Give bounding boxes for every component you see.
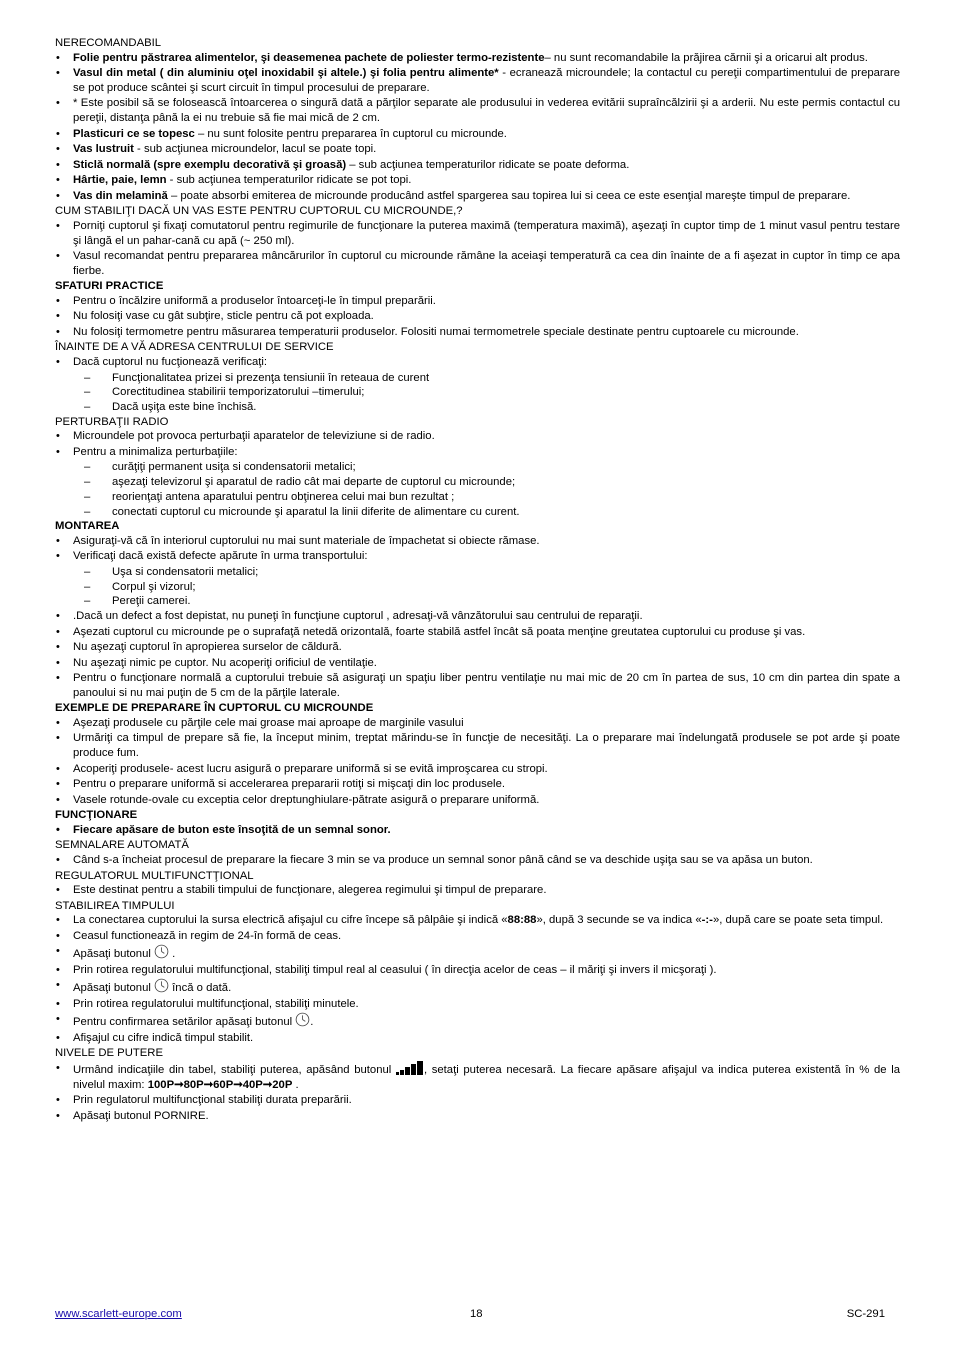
list-item: • Este destinat pentru a stabili timpului de funcţionare, alegerea regimului şi timpul de preparare. bbox=[55, 883, 900, 898]
section-title-service: ÎNAINTE DE A VĂ ADRESA CENTRULUI DE SERVICE bbox=[55, 341, 334, 354]
section-title-vas-test: CUM STABILIŢI DACĂ UN VAS ESTE PENTRU CUPTORUL CU MICROUNDE,? bbox=[55, 205, 463, 218]
section-title-functionare: FUNCŢIONARE bbox=[55, 809, 138, 822]
list-item: • Prin rotirea regulatorului multifuncţional, stabiliţi timpul real al ceasului ( în direcţia acelor de ceas – il măriţi şi invers il micşoraţi ). bbox=[55, 963, 900, 978]
list-sfaturi bbox=[55, 294, 900, 340]
document-page bbox=[55, 36, 900, 1124]
sub-item: – Pereţii camerei. bbox=[84, 594, 900, 609]
list-item: • Vas din melamină – poate absorbi emiterea de microunde producând astfel spargerea sau topirea lui si ceea ce este esenţial mareşte timpul de preparare. bbox=[55, 189, 900, 204]
list-item: • Hârtie, paie, lemn - sub acţiunea temperaturilor ridicate se pot topi. bbox=[55, 173, 900, 188]
list-item: • Pentru confirmarea setărilor apăsaţi butonul . bbox=[55, 1012, 900, 1030]
list-item: • Vas lustruit - sub acţiunea microundelor, lacul se poate topi. bbox=[55, 142, 900, 157]
list-item: • Aşezaţi produsele cu părţile cele mai groase mai aproape de marginile vasului bbox=[55, 716, 900, 731]
model-number: SC-291 bbox=[846, 1308, 885, 1320]
page-footer bbox=[55, 1308, 885, 1324]
list-item: • Nu folosiţi termometre pentru măsurarea temperaturii produselor. Folositi numai termometrele speciale destinate pentru cuptoarele cu microunde. bbox=[55, 325, 900, 340]
section-title-semnalare: SEMNALARE AUTOMATĂ bbox=[55, 839, 189, 852]
page-number: 18 bbox=[470, 1308, 483, 1320]
list-vas-test bbox=[55, 219, 900, 279]
list-item: • Sticlă normală (spre exemplu decorativă şi groasă) – sub acţiunea temperaturilor ridicate se poate deforma. bbox=[55, 158, 900, 173]
list-item: • Plasticuri ce se topesc – nu sunt folosite pentru prepararea în cuptorul cu microunde. bbox=[55, 127, 900, 142]
website-link[interactable]: www.scarlett-europe.com bbox=[55, 1308, 182, 1320]
list-item: • Ceasul functionează in regim de 24-în formă de ceas. bbox=[55, 929, 900, 944]
list-service bbox=[55, 355, 900, 370]
list-item: • Dacă cuptorul nu fucţionează verificaţi: bbox=[55, 355, 900, 370]
sub-item: – Corectitudinea stabilirii temporizatorului –timerului; bbox=[84, 385, 900, 400]
section-title-exemple: EXEMPLE DE PREPARARE ÎN CUPTORUL CU MICROUNDE bbox=[55, 702, 374, 715]
list-montarea-b bbox=[55, 609, 900, 700]
list-item: • Folie pentru păstrarea alimentelor, şi deasemenea pachete de poliester termo-rezistente– nu sunt recomandabile la prăjirea cărnii şi a oricarui alt produs. bbox=[55, 51, 900, 66]
sub-item: – reorienţaţi antena aparatului pentru obţinerea celui mai bun rezultat ; bbox=[84, 490, 900, 505]
sub-item: – Dacă uşiţa este bine închisă. bbox=[84, 400, 900, 415]
list-item: • Urmăriţi ca timpul de prepare să fie, la început minim, treptat mărindu-se în funcţie de necesităţi. La o preparare mai îndelungată produsele se pot arde şi poate produce fum. bbox=[55, 731, 900, 760]
clock-icon bbox=[295, 1012, 310, 1027]
list-montarea-a bbox=[55, 534, 900, 564]
list-item: • Fiecare apăsare de buton este însoţită de un semnal sonor. bbox=[55, 823, 900, 838]
sublist-service bbox=[55, 371, 900, 415]
sub-item: – aşezaţi televizorul şi aparatul de radio cât mai departe de cuptorul cu microunde; bbox=[84, 475, 900, 490]
list-item: • Prin rotirea regulatorului multifuncţional, stabiliţi minutele. bbox=[55, 997, 900, 1012]
section-title-putere: NIVELE DE PUTERE bbox=[55, 1047, 163, 1060]
list-item: • Apăsaţi butonul . bbox=[55, 944, 900, 962]
list-item: • Pentru o preparare uniformă si accelerarea prepararii rotiţi si mişcaţi din loc produsele. bbox=[55, 777, 900, 792]
list-item: • Nu aşezaţi nimic pe cuptor. Nu acoperiţi orificiul de ventilaţie. bbox=[55, 656, 900, 671]
list-item: • Când s-a încheiat procesul de preparare la fiecare 3 min se va produce un semnal sonor până când se va deschide uşiţa sau se va apăsa un buton. bbox=[55, 853, 900, 868]
sub-item: – conectati cuptorul cu microunde şi aparatul la linii diferite de alimentare cu curent. bbox=[84, 505, 900, 520]
list-item: • .Dacă un defect a fost depistat, nu puneţi în funcţiune cuptorul , adresaţi-vă vânzătorului sau centrului de reparaţii. bbox=[55, 609, 900, 624]
section-title-perturbatii: PERTURBAŢII RADIO bbox=[55, 415, 169, 428]
list-item: • Pentru a minimaliza perturbaţiile: bbox=[55, 445, 900, 460]
sub-item: – Corpul şi vizorul; bbox=[84, 580, 900, 595]
list-item: • Nu aşezaţi cuptorul în apropierea surselor de căldură. bbox=[55, 640, 900, 655]
section-title-sfaturi: SFATURI PRACTICE bbox=[55, 280, 164, 293]
section-title-nerecomandabil: NERECOMANDABIL bbox=[55, 37, 162, 49]
list-nerecomandabil bbox=[55, 51, 900, 204]
list-item: • Vasul recomandat pentru prepararea mâncărurilor în cuptorul cu microunde rămâne la aceiaşi temperatură ca cea din înainte de a fi aşezat in cuptor în timp ce apa fierbe. bbox=[55, 249, 900, 278]
list-exemple bbox=[55, 716, 900, 807]
list-functionare bbox=[55, 823, 900, 838]
list-item: • Vasele rotunde-ovale cu exceptia celor dreptunghiulare-pătrate asigură o preparare uniformă. bbox=[55, 793, 900, 808]
sublist-montarea bbox=[55, 565, 900, 609]
sub-item: – curăţiţi permanent usiţa si condensatorii metalici; bbox=[84, 460, 900, 475]
list-semnalare bbox=[55, 853, 900, 868]
list-item: • Asiguraţi-vă că în interiorul cuptorului nu mai sunt materiale de împachetat si obiecte rămase. bbox=[55, 534, 900, 549]
list-item: • Microundele pot provoca perturbaţii aparatelor de televiziune si de radio. bbox=[55, 429, 900, 444]
list-item: • Afişajul cu cifre indică timpul stabilit. bbox=[55, 1031, 900, 1046]
list-item: • * Este posibil să se folosească întoarcerea o singură dată a părţilor separate ale produsului in vederea evitării supraîncălzirii şi a arderii. Nu este permis contactul cu pereţii, distanţa până la ei nu trebuie să fie mai mică de 2 cm. bbox=[55, 96, 900, 125]
power-level-icon bbox=[396, 1061, 424, 1075]
list-item: • Acoperiţi produsele- acest lucru asigură o preparare uniformă si se evită improşcarea cu stropi. bbox=[55, 762, 900, 777]
list-item: • Pentru o încălzire uniformă a produselor întoarceţi-le în timpul preparării. bbox=[55, 294, 900, 309]
list-item: • Prin regulatorul multifuncţional stabiliţi durata preparării. bbox=[55, 1093, 900, 1108]
list-item: • Verificaţi dacă există defecte apărute în urma transportului: bbox=[55, 549, 900, 564]
list-item: • Pentru o funcţionare normală a cuptorului trebuie să asiguraţi un spaţiu liber pentru ventilaţie nu mai mic de 20 cm în partea de sus, 10 cm din partea din spate a panoului si nu mai puţin de 5 cm de la părţile laterale. bbox=[55, 671, 900, 700]
list-perturbatii bbox=[55, 429, 900, 459]
clock-icon bbox=[154, 978, 169, 993]
clock-icon bbox=[154, 944, 169, 959]
sublist-perturbatii bbox=[55, 460, 900, 519]
section-title-timp: STABILIREA TIMPULUI bbox=[55, 899, 175, 912]
section-title-montarea: MONTAREA bbox=[55, 520, 120, 533]
list-timp bbox=[55, 913, 900, 1045]
list-item: • Nu folosiţi vase cu gât subţire, sticle pentru că pot exploada. bbox=[55, 309, 900, 324]
list-item: • La conectarea cuptorului la sursa electrică afişajul cu cifre începe să pâlpâie şi indică «88:88», după 3 secunde se va indica «-:-», după care se poate seta timpul. bbox=[55, 913, 900, 928]
list-item: • Urmând indicaţiile din tabel, stabiliţi puterea, apăsând butonul , setaţi puterea necesară. La fiecare apăsare afişajul va indica puterea existentă în % de la nivelul maxim: 100P➞80P➞60P➞40P➞20P . bbox=[55, 1061, 900, 1092]
list-putere bbox=[55, 1061, 900, 1123]
list-item: • Apăsaţi butonul PORNIRE. bbox=[55, 1109, 900, 1124]
list-item: • Apăsaţi butonul încă o dată. bbox=[55, 978, 900, 996]
sub-item: – Uşa si condensatorii metalici; bbox=[84, 565, 900, 580]
list-regulator bbox=[55, 883, 900, 898]
list-item: • Vasul din metal ( din aluminiu oţel inoxidabil şi altele.) şi folia pentru alimente* - ecranează microundele; la contactul cu pereţii compartimentului de preparare se pot produce scântei şi scurt circuit în timpul procesului de preparare. bbox=[55, 66, 900, 95]
list-item: • Aşezati cuptorul cu microunde pe o suprafaţă netedă orizontală, foarte stabilă astfel încât să poata menţine greutatea cuptorului cu produse şi vas. bbox=[55, 625, 900, 640]
section-title-regulator: REGULATORUL MULTIFUNCTŢIONAL bbox=[55, 869, 254, 882]
list-item: • Porniţi cuptorul şi fixaţi comutatorul pentru regimurile de funcţionare la puterea maximă (temperatura maximă), aşezaţi în cuptor timp de 1 minut vasul pentru testare şi lângă el un pahar-cană cu apă (~ 250 ml). bbox=[55, 219, 900, 248]
sub-item: – Funcţionalitatea prizei si prezenţa tensiunii în reteaua de curent bbox=[84, 371, 900, 386]
